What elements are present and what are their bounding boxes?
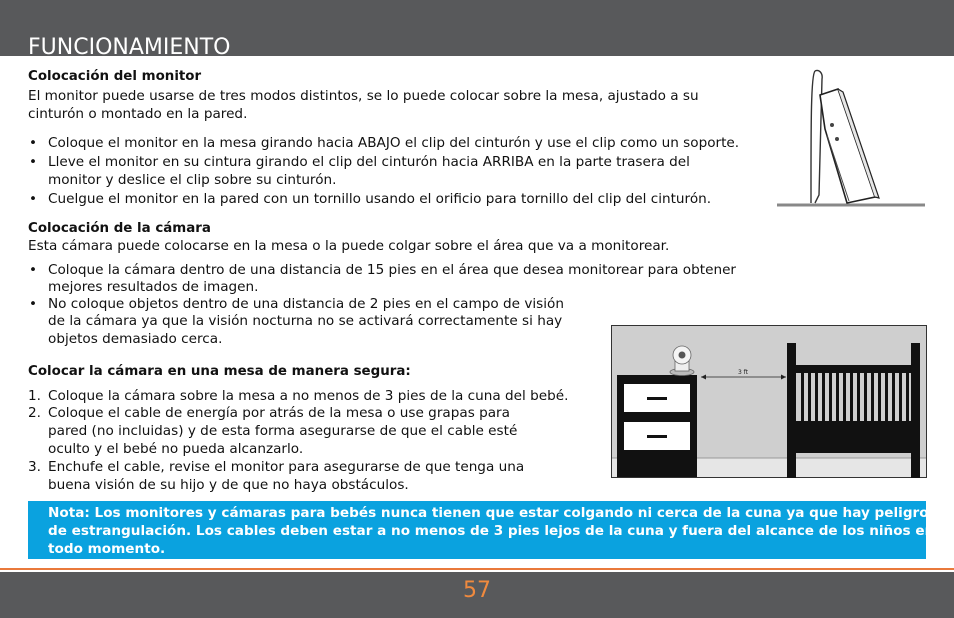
- step-number: 2.: [28, 405, 41, 421]
- bullet-icon: •: [29, 135, 38, 151]
- camera-bullet-1-line1: Coloque la cámara dentro de una distancia de 15 pies en el área que desea monitorear para obtener: [48, 262, 737, 278]
- monitor-bullet-1: Coloque el monitor en la mesa girando hacia ABAJO el clip del cinturón y use el clip como un soporte.: [48, 135, 740, 151]
- step-3-line1: Enchufe el cable, revise el monitor para asegurarse de que tenga una: [48, 459, 525, 475]
- page-number: 57: [463, 578, 491, 603]
- camera-bullet-2-line1: No coloque objetos dentro de una distancia de 2 pies en el campo de visión: [48, 296, 564, 312]
- step-3-line2: buena visión de su hijo y de que no haya obstáculos.: [48, 477, 409, 493]
- warning-note-line2: de estrangulación. Los cables deben estar a no menos de 3 pies lejos de la cuna y fuera del alcance de los niños en: [48, 523, 935, 539]
- safe-heading: Colocar la cámara en una mesa de manera segura:: [28, 364, 411, 379]
- camera-intro: Esta cámara puede colocarse en la mesa o la puede colgar sobre el área que va a monitorear.: [28, 238, 670, 254]
- warning-note-line3: todo momento.: [48, 541, 166, 557]
- monitor-bullet-2-line2: monitor y deslice el clip sobre su cinturón.: [48, 172, 337, 188]
- monitor-bullet-3: Cuelgue el monitor en la pared con un tornillo usando el orificio para tornillo del clip del cinturón.: [48, 191, 712, 207]
- bullet-icon: •: [29, 191, 38, 207]
- bullet-icon: •: [29, 296, 38, 312]
- monitor-intro-line2: cinturón o montado en la pared.: [28, 106, 248, 122]
- monitor-intro-line1: El monitor puede usarse de tres modos distintos, se lo puede colocar sobre la mesa, ajustado a su: [28, 88, 699, 104]
- step-1-line1: Coloque la cámara sobre la mesa a no menos de 3 pies de la cuna del bebé.: [48, 388, 569, 404]
- step-2-line2: pared (no incluidas) y de esta forma asegurarse de que el cable esté: [48, 423, 518, 439]
- step-number: 1.: [28, 388, 41, 404]
- camera-crib-illustration: [611, 325, 927, 478]
- warning-note-line1: Nota: Los monitores y cámaras para bebés nunca tienen que estar colgando ni cerca de la cuna ya que hay peligro: [48, 505, 929, 521]
- monitor-bullet-2-line1: Lleve el monitor en su cintura girando el clip del cinturón hacia ARRIBA en la parte trasera del: [48, 154, 690, 170]
- footer-divider: [0, 568, 954, 570]
- step-2-line1: Coloque el cable de energía por atrás de la mesa o use grapas para: [48, 405, 510, 421]
- bullet-icon: •: [29, 262, 38, 278]
- step-2-line3: oculto y el bebé no pueda alcanzarlo.: [48, 441, 304, 457]
- step-number: 3.: [28, 459, 41, 475]
- monitor-heading: Colocación del monitor: [28, 69, 202, 84]
- camera-bullet-2-line3: objetos demasiado cerca.: [48, 331, 223, 347]
- page-title: FUNCIONAMIENTO: [28, 35, 231, 60]
- camera-bullet-1-line2: mejores resultados de imagen.: [48, 279, 259, 295]
- bullet-icon: •: [29, 154, 38, 170]
- distance-label: 3 ft: [737, 369, 749, 376]
- camera-bullet-2-line2: de la cámara ya que la visión nocturna no se activará correctamente si hay: [48, 313, 563, 329]
- camera-heading: Colocación de la cámara: [28, 221, 211, 236]
- monitor-stand-illustration: [775, 65, 927, 210]
